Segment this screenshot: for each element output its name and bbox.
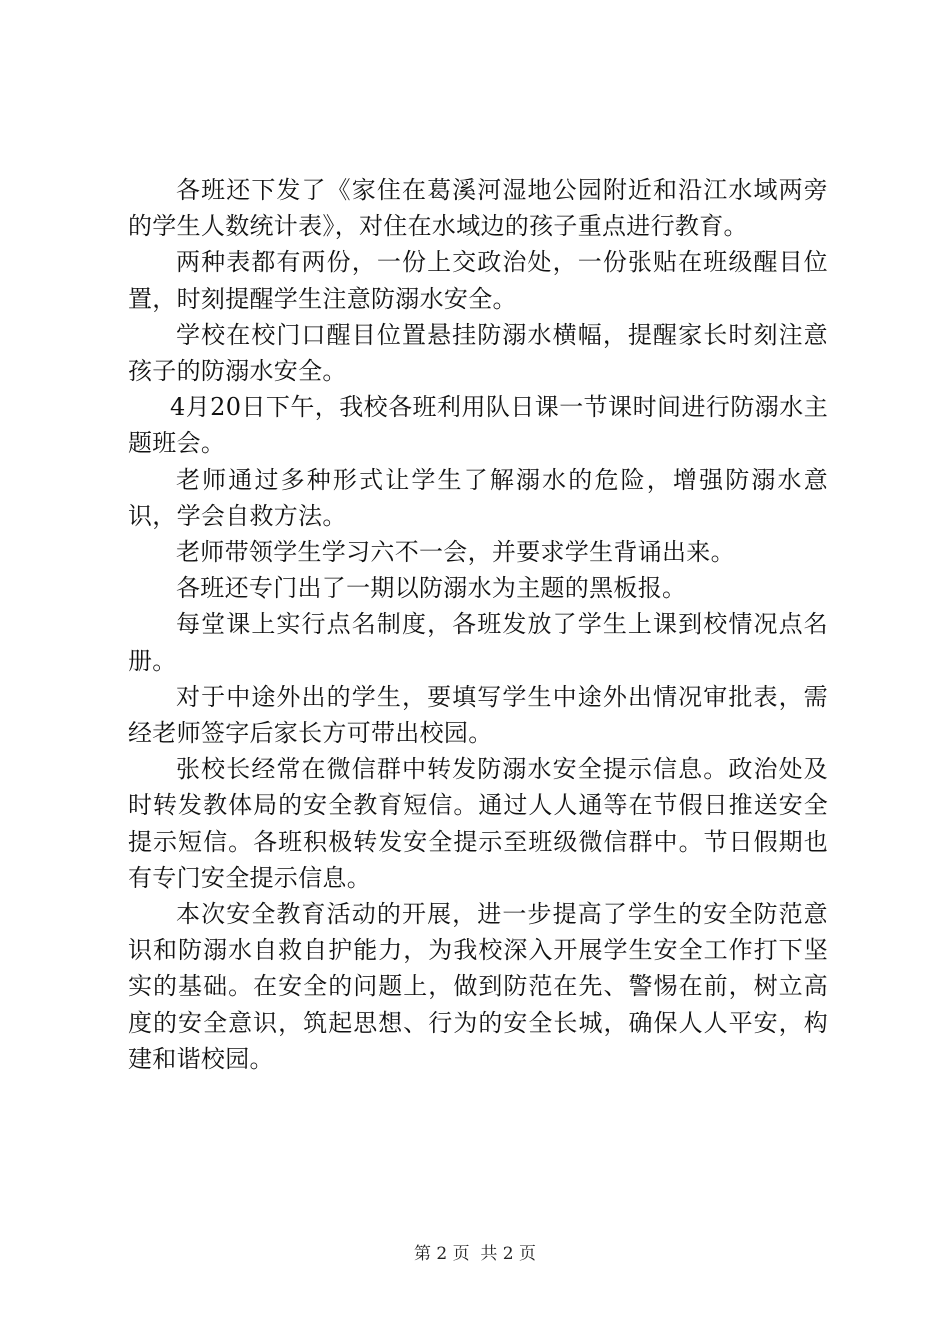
- paragraph-conclusion: 本次安全教育活动的开展，进一步提高了学生的安全防范意识和防溺水自救自护能力，为我校深入开展学生安全工作打下坚实的基础。在安全的问题上，做到防范在先、警惕在前，树立高度的安全意识，筑起思想、行为的安全长城，确保人人平安，构建和谐校园。: [128, 900, 828, 1073]
- paragraph-leave-approval: 对于中途外出的学生，要填写学生中途外出情况审批表，需经老师签字后家长方可带出校园。: [128, 682, 828, 748]
- paragraph-class-statistics-form: 各班还下发了《家住在葛溪河湿地公园附近和沿江水域两旁的学生人数统计表》，对住在水域边的孩子重点进行教育。: [128, 176, 828, 241]
- paragraph-form-copies: 两种表都有两份，一份上交政治处，一份张贴在班级醒目位置，时刻提醒学生注意防溺水安全。: [128, 248, 828, 313]
- paragraph-theme-class-meeting: 4月20日下午，我校各班利用队日课一节课时间进行防溺水主题班会。: [128, 393, 828, 458]
- page-number-footer: 第 2 页 共 2 页: [413, 1244, 537, 1264]
- document-body: [128, 172, 828, 1077]
- paragraph-blackboard-newspaper: 各班还专门出了一期以防溺水为主题的黑板报。: [176, 574, 687, 603]
- paragraph-teacher-methods: 老师通过多种形式让学生了解溺水的危险，增强防溺水意识，学会自救方法。: [128, 465, 828, 530]
- paragraph-school-banner: 学校在校门口醒目位置悬挂防溺水横幅，提醒家长时刻注意孩子的防溺水安全。: [128, 320, 828, 386]
- paragraph-roll-call: 每堂课上实行点名制度，各班发放了学生上课到校情况点名册。: [128, 610, 828, 675]
- paragraph-six-rules: 老师带领学生学习六不一会，并要求学生背诵出来。: [176, 538, 735, 567]
- paragraph-safety-messages: 张校长经常在微信群中转发防溺水安全提示信息。政治处及时转发教体局的安全教育短信。通过人人通等在节假日推送安全提示短信。各班积极转发安全提示至班级微信群中。节日假期也有专门安全提示信息。: [128, 755, 828, 892]
